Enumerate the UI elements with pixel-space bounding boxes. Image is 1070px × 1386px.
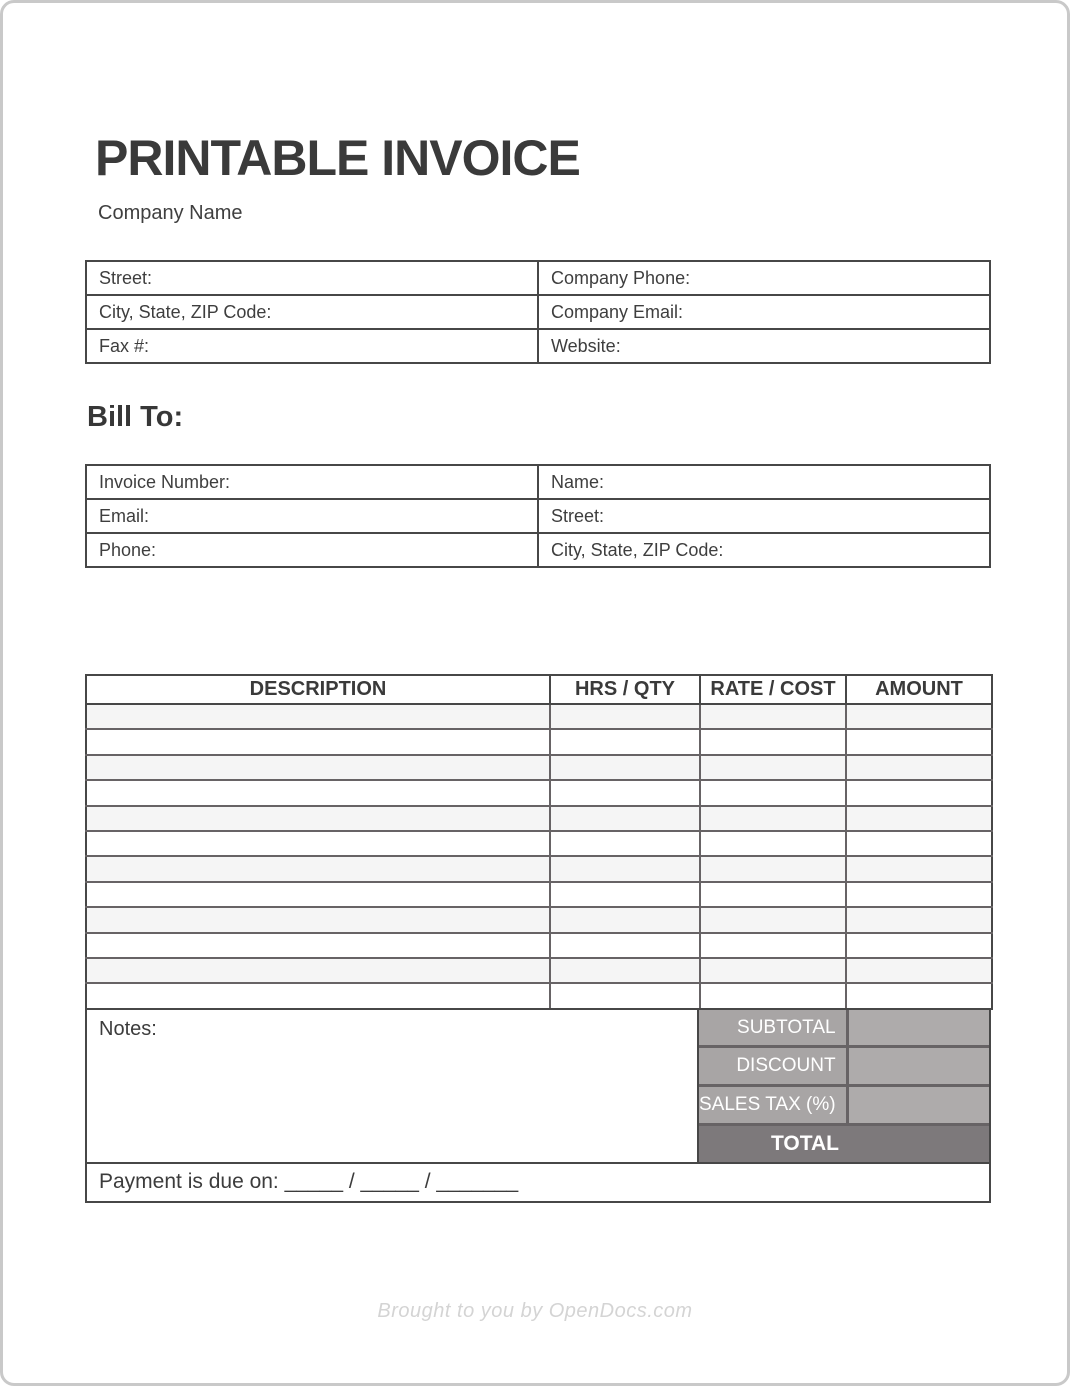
hrs-qty-column-header: HRS / QTY (550, 675, 700, 704)
invoice-number-label: Invoice Number: (86, 465, 538, 499)
discount-value (849, 1048, 989, 1084)
bill-to-row (86, 533, 990, 567)
item-cell (846, 729, 992, 754)
item-cell (86, 831, 550, 856)
bill-to-row (86, 499, 990, 533)
description-column-header: DESCRIPTION (86, 675, 550, 704)
item-row (86, 907, 992, 932)
company-info-row (86, 295, 990, 329)
item-cell (550, 958, 700, 983)
items-body (86, 704, 992, 1009)
client-email-label: Email: (86, 499, 538, 533)
company-info-row (86, 261, 990, 295)
item-row (86, 856, 992, 881)
item-cell (550, 704, 700, 729)
item-row (86, 983, 992, 1008)
client-street-label: Street: (538, 499, 990, 533)
item-cell (700, 856, 846, 881)
rate-cost-column-header: RATE / COST (700, 675, 846, 704)
item-cell (846, 704, 992, 729)
item-cell (846, 983, 992, 1008)
item-cell (86, 729, 550, 754)
notes-and-totals (85, 1008, 991, 1164)
item-row (86, 831, 992, 856)
notes-box (85, 1008, 699, 1164)
bill-to-row (86, 465, 990, 499)
item-row (86, 806, 992, 831)
item-row (86, 755, 992, 780)
item-cell (550, 983, 700, 1008)
item-cell (846, 933, 992, 958)
total-bar: TOTAL (699, 1126, 989, 1162)
item-cell (86, 882, 550, 907)
subtotal-label: SUBTOTAL (699, 1010, 846, 1046)
item-cell (86, 704, 550, 729)
company-fax-label: Fax #: (86, 329, 538, 363)
item-cell (550, 856, 700, 881)
item-cell (86, 983, 550, 1008)
item-cell (846, 755, 992, 780)
item-cell (846, 831, 992, 856)
sales-tax-value (849, 1087, 989, 1123)
item-cell (550, 907, 700, 932)
company-street-label: Street: (86, 261, 538, 295)
company-phone-label: Company Phone: (538, 261, 990, 295)
item-cell (86, 780, 550, 805)
items-header-row (86, 675, 992, 704)
client-city-label: City, State, ZIP Code: (538, 533, 990, 567)
totals-box (699, 1008, 991, 1164)
item-cell (86, 907, 550, 932)
item-cell (700, 755, 846, 780)
item-cell (86, 755, 550, 780)
item-cell (700, 806, 846, 831)
company-email-label: Company Email: (538, 295, 990, 329)
item-cell (700, 780, 846, 805)
item-cell (550, 882, 700, 907)
item-cell (700, 882, 846, 907)
item-cell (700, 729, 846, 754)
company-name: Company Name (98, 202, 243, 224)
item-cell (700, 704, 846, 729)
item-row (86, 729, 992, 754)
item-cell (550, 780, 700, 805)
item-cell (550, 729, 700, 754)
item-cell (700, 831, 846, 856)
item-cell (700, 907, 846, 932)
item-cell (86, 958, 550, 983)
item-cell (86, 933, 550, 958)
items-table (85, 674, 993, 1010)
company-info-table (85, 260, 991, 364)
subtotal-value (849, 1010, 989, 1046)
footer-credit: Brought to you by OpenDocs.com (377, 1300, 693, 1322)
item-row (86, 933, 992, 958)
item-cell (846, 856, 992, 881)
payment-due-line: Payment is due on: _____ / _____ / _______ (85, 1162, 991, 1203)
company-city-label: City, State, ZIP Code: (86, 295, 538, 329)
item-row (86, 780, 992, 805)
sales-tax-label: SALES TAX (%) (699, 1087, 846, 1123)
item-row (86, 704, 992, 729)
discount-label: DISCOUNT (699, 1048, 846, 1084)
amount-column-header: AMOUNT (846, 675, 992, 704)
items-section (85, 674, 991, 1203)
item-cell (86, 806, 550, 831)
item-cell (550, 933, 700, 958)
bill-to-heading: Bill To: (87, 401, 184, 433)
client-phone-label: Phone: (86, 533, 538, 567)
client-name-label: Name: (538, 465, 990, 499)
item-cell (846, 958, 992, 983)
item-cell (550, 755, 700, 780)
item-cell (846, 882, 992, 907)
bill-to-table (85, 464, 991, 568)
item-cell (846, 780, 992, 805)
item-cell (550, 806, 700, 831)
notes-label: Notes: (99, 1017, 157, 1040)
item-row (86, 958, 992, 983)
company-website-label: Website: (538, 329, 990, 363)
item-cell (846, 907, 992, 932)
item-cell (86, 856, 550, 881)
item-cell (700, 933, 846, 958)
item-cell (550, 831, 700, 856)
page-title: PRINTABLE INVOICE (95, 130, 580, 186)
item-row (86, 882, 992, 907)
item-cell (700, 983, 846, 1008)
item-cell (700, 958, 846, 983)
company-info-row (86, 329, 990, 363)
item-cell (846, 806, 992, 831)
